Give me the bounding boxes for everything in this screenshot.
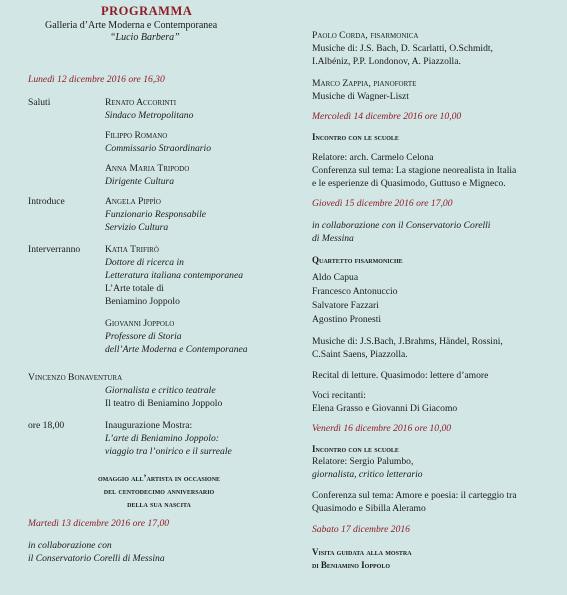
- omaggio-line-1: omaggio all’artista in occasione: [97, 473, 221, 483]
- inaug-title-2: viaggio tra l’onirico e il surreale: [105, 446, 232, 457]
- interv1-role-2: Letteratura italiana contemporanea: [105, 270, 244, 281]
- interv2-role-1: Professore di Storia: [105, 331, 182, 342]
- program-title: PROGRAMMA: [101, 4, 193, 18]
- interv3-talk: Il teatro di Beniamino Joppolo: [105, 398, 223, 409]
- saluti-role-2: Commissario Straordinario: [105, 143, 211, 154]
- omaggio-line-2: del centodecimo anniversario: [103, 486, 215, 496]
- collab-2: il Conservatorio Corelli di Messina: [28, 553, 165, 564]
- musiche-1a: Musiche di: J.S. Bach, D. Scarlatti, O.Schmidt,: [312, 43, 493, 54]
- visita-1: Visita guidata alla mostra: [312, 547, 412, 557]
- interv2-role-2: dell’Arte Moderna e Contemporanea: [105, 344, 248, 355]
- voci-2: Elena Grasso e Giovanni Di Giacomo: [312, 403, 458, 414]
- date-tuesday: Martedì 13 dicembre 2016 ore 17,00: [28, 518, 170, 529]
- interv3-name: Vincenzo Bonaventura: [28, 372, 123, 383]
- interv1-talk-2: Beniamino Joppolo: [105, 296, 180, 307]
- interv2-name: Giovanni Joppolo: [105, 318, 175, 329]
- member-2: Francesco Antonuccio: [312, 286, 398, 297]
- musiche-1b: I.Albéniz, P.P. Londonov, A. Piazzolla.: [312, 56, 461, 67]
- venue: Galleria d’Arte Moderna e Contemporanea: [45, 20, 218, 31]
- musiche-3b: C.Saint Saens, Piazzolla.: [312, 349, 408, 360]
- interv1-role-1: Dottore di ricerca in: [105, 257, 184, 268]
- date-monday: Lunedì 12 dicembre 2016 ore 16,30: [28, 74, 165, 85]
- relatore-2b: giornalista, critico letterario: [312, 469, 423, 480]
- introduce-label: Introduce: [28, 196, 65, 207]
- introduce-role-2: Servizio Cultura: [105, 222, 169, 233]
- collab-4: di Messina: [312, 233, 354, 244]
- visita-2: di Beniamino Ioppolo: [312, 560, 391, 570]
- relatore-2: Relatore: Sergio Palumbo,: [312, 456, 414, 467]
- collab-1: in collaborazione con: [28, 540, 112, 551]
- relatore-1: Relatore: arch. Carmelo Celona: [312, 152, 434, 163]
- saluti-name-2: Filippo Romano: [105, 130, 168, 141]
- saluti-name-3: Anna Maria Tripodo: [105, 163, 190, 174]
- saluti-name-1: Renato Accorinti: [105, 97, 177, 108]
- quartetto: Quartetto fisarmoniche: [312, 255, 403, 265]
- introduce-role-1: Funzionario Responsabile: [105, 209, 206, 220]
- date-saturday: Sabato 17 dicembre 2016: [312, 524, 410, 535]
- incontro-1: Incontro con le scuole: [312, 132, 399, 142]
- saluti-role-3: Dirigente Cultura: [105, 176, 175, 187]
- voci-1: Voci recitanti:: [312, 390, 366, 401]
- interv3-role: Giornalista e critico teatrale: [105, 385, 216, 396]
- saluti-role-1: Sindaco Metropolitano: [105, 110, 194, 121]
- time-18: ore 18,00: [28, 420, 65, 431]
- musiche-2: Musiche di Wagner-Liszt: [312, 91, 409, 102]
- member-1: Aldo Capua: [312, 272, 359, 283]
- omaggio-line-3: della sua nascita: [127, 499, 191, 509]
- musiche-3a: Musiche di: J.S.Bach, J.Brahms, Händel, Rossini,: [312, 336, 503, 347]
- collab-3: in collaborazione con il Conservatorio Corelli: [312, 220, 491, 231]
- venue-name: “Lucio Barbera”: [110, 32, 180, 43]
- conf-1a: Conferenza sul tema: La stagione neorealista in Italia: [312, 165, 517, 176]
- conf-1b: e le esperienze di Quasimodo, Guttuso e Migneco.: [312, 178, 506, 189]
- interv1-name: Katia Trifirò: [105, 244, 159, 255]
- conf-2a: Conferenza sul tema: Amore e poesia: il carteggio tra: [312, 490, 517, 501]
- zappia: Marco Zappia, pianoforte: [312, 78, 417, 89]
- recital: Recital di letture. Quasimodo: lettere d’amore: [312, 370, 489, 381]
- date-friday: Venerdì 16 dicembre 2016 ore 10,00: [312, 423, 452, 434]
- inaug-title-1: L’arte di Beniamino Joppolo:: [105, 433, 219, 444]
- date-wednesday: Mercoledì 14 dicembre 2016 ore 10,00: [312, 111, 462, 122]
- conf-2b: Quasimodo e Sibilla Aleramo: [312, 503, 426, 514]
- date-thursday: Giovedì 15 dicembre 2016 ore 17,00: [312, 198, 453, 209]
- saluti-label: Saluti: [28, 97, 51, 108]
- introduce-name: Angela Pippìo: [105, 196, 161, 207]
- interv-label: Interverranno: [28, 244, 81, 255]
- member-4: Agostino Pronesti: [312, 314, 382, 325]
- corda: Paolo Corda, fisarmonica: [312, 30, 419, 41]
- incontro-2: Incontro con le scuole: [312, 444, 399, 454]
- member-3: Salvatore Fazzari: [312, 300, 379, 311]
- inaug-label: Inaugurazione Mostra:: [105, 420, 193, 431]
- interv1-talk-1: L’Arte totale di: [105, 283, 164, 294]
